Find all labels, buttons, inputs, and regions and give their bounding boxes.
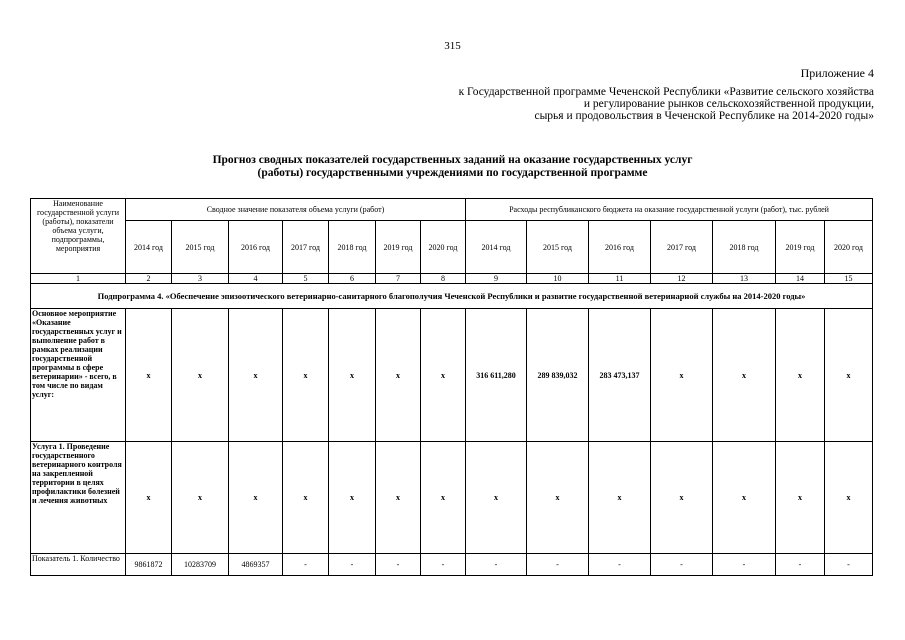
appendix-subtitle: [459, 86, 874, 123]
year-header: 2015 год: [527, 221, 589, 274]
table-cell: х: [126, 309, 172, 442]
forecast-table: [30, 198, 873, 576]
column-number-row: [31, 274, 873, 284]
table-cell: х: [329, 309, 376, 442]
volume-group-header: Сводное значение показателя объема услуги (работ): [126, 199, 466, 221]
column-number: 15: [825, 274, 873, 284]
table-row: [31, 309, 873, 442]
table-cell: -: [527, 554, 589, 576]
column-number: 4: [229, 274, 283, 284]
table-cell: -: [376, 554, 421, 576]
row-name: Услуга 1. Проведение государственного ветеринарного контроля на закрепленной территории в целях профилактики болезней и лечения животных: [31, 442, 126, 554]
table-cell: х: [172, 309, 229, 442]
year-header: 2019 год: [776, 221, 825, 274]
column-number: 3: [172, 274, 229, 284]
column-number: 1: [31, 274, 126, 284]
table-cell: 289 839,032: [527, 309, 589, 442]
table-cell: х: [651, 309, 713, 442]
table-cell: 4869357: [229, 554, 283, 576]
table-row: [31, 442, 873, 554]
table-cell: х: [825, 309, 873, 442]
table-cell: х: [713, 442, 776, 554]
year-header: 2018 год: [713, 221, 776, 274]
table-cell: х: [126, 442, 172, 554]
table-cell: х: [776, 309, 825, 442]
table-cell: х: [589, 442, 651, 554]
column-number: 14: [776, 274, 825, 284]
column-number: 13: [713, 274, 776, 284]
table-cell: х: [776, 442, 825, 554]
table-cell: 9861872: [126, 554, 172, 576]
table-cell: -: [825, 554, 873, 576]
table-cell: х: [329, 442, 376, 554]
year-header: 2014 год: [466, 221, 527, 274]
year-header: 2020 год: [421, 221, 466, 274]
name-column-header: Наименование государственной услуги (работы), показатели объема услуги, подпрограммы, мероприятия: [31, 199, 126, 274]
table-cell: х: [376, 442, 421, 554]
table-cell: х: [376, 309, 421, 442]
appendix-line: и регулирование рынков сельскохозяйственной продукции,: [583, 98, 874, 111]
column-number: 11: [589, 274, 651, 284]
table-cell: х: [229, 442, 283, 554]
column-number: 6: [329, 274, 376, 284]
page-number: 315: [444, 40, 461, 52]
year-header: 2015 год: [172, 221, 229, 274]
column-number: 10: [527, 274, 589, 284]
year-header: 2014 год: [126, 221, 172, 274]
year-header: 2019 год: [376, 221, 421, 274]
table-cell: х: [421, 309, 466, 442]
appendix-line: сырья и продовольствия в Чеченской Республике на 2014-2020 годы»: [534, 110, 874, 123]
column-number: 2: [126, 274, 172, 284]
column-number: 7: [376, 274, 421, 284]
table-cell: х: [527, 442, 589, 554]
appendix-label: Приложение 4: [800, 66, 874, 80]
table-cell: -: [589, 554, 651, 576]
title-line: Прогноз сводных показателей государственных заданий на оказание государственных услуг: [212, 154, 693, 166]
table-cell: х: [229, 309, 283, 442]
table-cell: х: [283, 309, 329, 442]
year-header: 2017 год: [283, 221, 329, 274]
row-name: Основное мероприятие «Оказание государственных услуг и выполнение работ в рамках реализации государственной программы в сфере ветеринарии» - всего, в том числе по видам услуг:: [31, 309, 126, 442]
table-cell: х: [466, 442, 527, 554]
subprogram-heading: Подпрограмма 4. «Обеспечение эпизоотического ветеринарно-санитарного благополучия Чеченской Республики и развитие государственной ветеринарной службы на 2014-2020 годы»: [31, 284, 873, 309]
year-header: 2018 год: [329, 221, 376, 274]
table-cell: х: [825, 442, 873, 554]
table-cell: -: [283, 554, 329, 576]
table-cell: х: [651, 442, 713, 554]
column-number: 5: [283, 274, 329, 284]
table-cell: -: [776, 554, 825, 576]
title-line: (работы) государственными учреждениями по государственной программе: [257, 167, 648, 179]
table-cell: -: [466, 554, 527, 576]
year-header: 2016 год: [589, 221, 651, 274]
budget-group-header: Расходы республиканского бюджета на оказание государственной услуги (работ), тыс. рублей: [466, 199, 873, 221]
column-number: 9: [466, 274, 527, 284]
column-number: 8: [421, 274, 466, 284]
table-cell: х: [421, 442, 466, 554]
column-number: 12: [651, 274, 713, 284]
table-cell: -: [329, 554, 376, 576]
table-cell: х: [283, 442, 329, 554]
table-cell: х: [172, 442, 229, 554]
table-cell: -: [421, 554, 466, 576]
table-cell: х: [713, 309, 776, 442]
table-cell: 316 611,280: [466, 309, 527, 442]
table-cell: 283 473,137: [589, 309, 651, 442]
year-header: 2017 год: [651, 221, 713, 274]
document-title: [0, 154, 905, 180]
year-header: 2016 год: [229, 221, 283, 274]
years-row: [31, 221, 873, 274]
table-row: [31, 554, 873, 576]
row-name: Показатель 1. Количество: [31, 554, 126, 576]
appendix-line: к Государственной программе Чеченской Республики «Развитие сельского хозяйства: [458, 86, 874, 98]
year-header: 2020 год: [825, 221, 873, 274]
table-cell: -: [651, 554, 713, 576]
table-cell: -: [713, 554, 776, 576]
table-cell: 10283709: [172, 554, 229, 576]
